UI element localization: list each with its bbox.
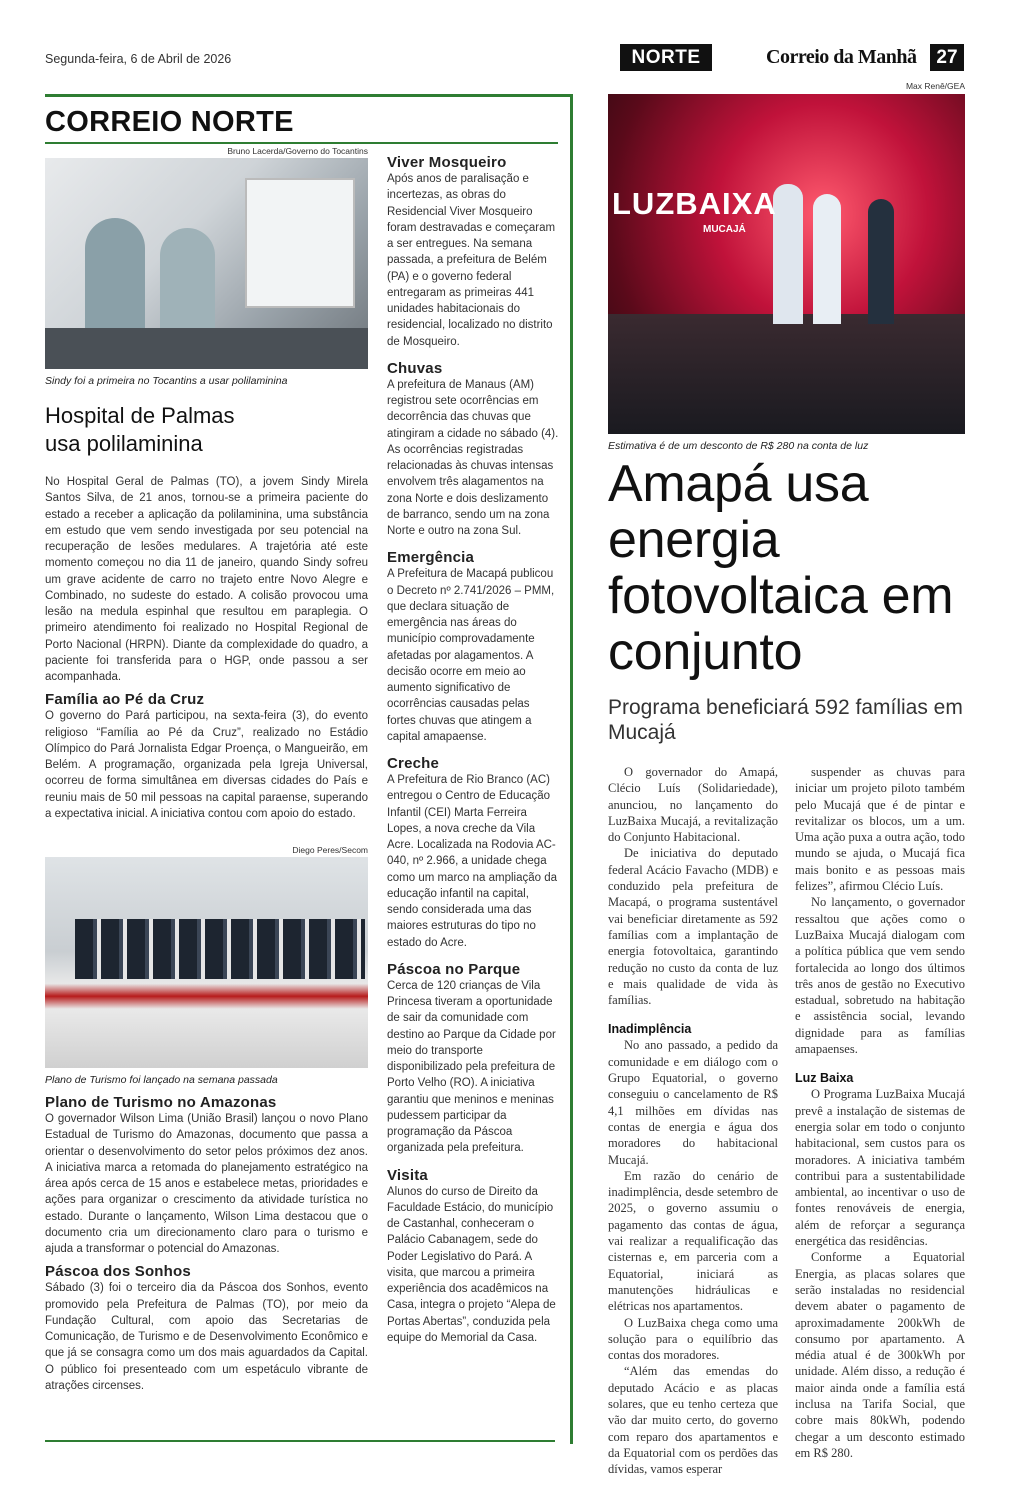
main-headline: Amapá usa energia fotovoltaica em conjunto <box>608 455 954 681</box>
article-paragraph: O LuzBaixa chega como uma solução para o equilíbrio das contas dos moradores. <box>608 1315 778 1363</box>
article-paragraph: O Programa LuzBaixa Mucajá prevê a instalação de sistemas de energia solar em todo o conjunto habitacional, sem custos para os moradores. A iniciativa também contribui para a sustentabilidade ambiental, ao incentivar o uso de fontes renováveis de energia, além de reforçar a segurança energética das residências. <box>795 1087 965 1249</box>
main-subhead: Programa beneficiará 592 famílias em Mucajá <box>608 696 963 744</box>
section-border-bottom <box>45 1440 555 1442</box>
story-title: Hospital de Palmas usa polilaminina <box>45 403 235 456</box>
brief-body: Cerca de 120 crianças de Vila Princesa tiveram a oportunidade de sair da comunidade com destino ao Parque da Cidade por meio do transporte disponibilizado pela prefeitura de Porto Velho (RO). A iniciativa garantiu que meninos e meninas pudessem participar da programação da Páscoa organizada pela prefeitura. <box>387 979 556 1155</box>
story-body: Sábado (3) foi o terceiro dia da Páscoa dos Sonhos, evento promovido pela Prefeitura de Palmas (TO), por meio da Fundação Cultural, com apoio das Secretarias de Comunicação, de Turismo e de Desenvolvimento Econômico e que já se consagra como um dos mais aguardados da Capital. O público foi presenteado com um espetáculo vibrante de atrações circenses. <box>45 1282 368 1392</box>
article-paragraph: No lançamento, o governador ressaltou que ações como o LuzBaixa Mucajá dialogam com a política pública que vem sendo fortalecida ao longo dos últimos três anos de gestão no Executivo estadual, sobretudo na habitação e assistência social, levando dignidade para as famílias amapaenses. <box>795 895 965 1057</box>
brief-title: Páscoa no Parque <box>387 960 521 978</box>
issue-date: Segunda-feira, 6 de Abril de 2026 <box>45 52 232 66</box>
story-body: O governador Wilson Lima (União Brasil) lançou o novo Plano Estadual de Turismo do Amazonas, documento que passa a orientar o desenvolvimento do setor pelos próximos dez anos. A iniciativa marca a retomada do planejamento estratégico na área após cerca de 15 anos e estabelece metas, prioridades e ações para organizar o crescimento da atividade turística no estado. Durante o lançamento, Wilson Lima destacou que o documento cria um direcionamento claro para o turismo e ajuda a transformar o potencial do Amazonas. <box>45 1113 368 1255</box>
left-column <box>45 402 368 822</box>
banner-subtext: MUCAJÁ <box>703 224 746 235</box>
event-photo <box>608 94 965 434</box>
article-paragraph: O governador do Amapá, Clécio Luís (Solidariedade), anunciou, no lançamento do LuzBaixa Mucajá, a revitalização do Conjunto Habitacional. <box>608 765 778 845</box>
article-column-1 <box>608 764 778 1477</box>
article-paragraph: Em razão do cenário de inadimplência, desde setembro de 2025, o governo assumiu o pagamento das contas de água, vai realizar a requalificação das cisternas e, em parceria com a Equatorial, iniciará as manutenções hidráulicas e elétricas nos apartamentos. <box>608 1168 778 1314</box>
section-border-right <box>570 94 573 1444</box>
subsection-title: Inadimplência <box>608 1022 692 1037</box>
left-column-lower <box>45 1094 368 1394</box>
brief-body: Alunos do curso de Direito da Faculdade Estácio, do município de Castanhal, conheceram o Palácio Cabanagem, sede do Poder Legislativo do Pará. A visita, que marcou a primeira experiência dos acadêmicos na Casa, integra o projeto “Alepa de Portas Abertas”, conduzida pela equipe do Memorial da Casa. <box>387 1185 556 1344</box>
brief-body: A Prefeitura de Rio Branco (AC) entregou o Centro de Educação Infantil (CEI) Marta Ferreira Lopes, a nova creche da Vila Acre. Localizada na Rodovia AC-040, nº 2.966, a unidade chega como um marco na ampliação da educação infantil na capital, sendo considerada uma das maiores estruturas do tipo no estado do Acre. <box>387 774 558 949</box>
brief-title: Creche <box>387 755 440 772</box>
photo-credit: Bruno Lacerda/Governo do Tocantins <box>227 146 368 156</box>
brief-title: Viver Mosqueiro <box>387 154 507 171</box>
photo-credit: Max Renê/GEA <box>905 81 965 91</box>
briefs-column <box>387 154 559 1346</box>
story-title: Páscoa dos Sonhos <box>45 1263 191 1281</box>
section-title: CORREIO NORTE <box>45 106 294 138</box>
hospital-photo <box>45 158 368 369</box>
story-title: Família ao Pé da Cruz <box>45 691 205 709</box>
section-tag: NORTE <box>620 44 712 71</box>
article-paragraph: Conforme a Equatorial Energia, as placas solares que serão instaladas no residencial devem abater o pagamento de aproximadamente 200kWh de consumo por apartamento. A média atual é de 300kWh por unidade. Além disso, a redução é maior ainda onde a família está inclusa na Tarifa Social, que cobre mais 80kWh, podendo chegar a um desconto estimado em R$ 280. <box>795 1250 965 1460</box>
article-paragraph: De iniciativa do deputado federal Acácio Favacho (MDB) e conduzido pela prefeitura de Macapá, o programa sustentável vai beneficiar diretamente as 592 famílias com a implantação de energia fotovoltaica, garantindo redução no custo da conta de luz e mais qualidade de vida às famílias. <box>608 846 778 1008</box>
masthead-logo: Correio da Manhã <box>766 46 917 68</box>
photo-caption: Sindy foi a primeira no Tocantins a usar polilaminina <box>45 375 288 387</box>
article-paragraph: No ano passado, a pedido da comunidade e em diálogo com o Grupo Equatorial, o governo conseguiu o cancelamento de R$ 4,1 milhões em dívidas nas contas de energia e água dos moradores do habitacional Mucajá. <box>608 1038 778 1167</box>
photo-caption: Plano de Turismo foi lançado na semana passada <box>45 1074 278 1086</box>
section-border-top <box>45 94 573 97</box>
brief-title: Visita <box>387 1166 428 1184</box>
story-body: O governo do Pará participou, na sexta-feira (3), do evento religioso “Família ao Pé da Cruz”, realizado no Estádio Olímpico do Pará Jornalista Edgar Proença, o Mangueirão, em Belém. A programação, organizada pela Igreja Universal, ocorreu de forma simultânea em diversas cidades do País e reuniu mais de 50 mil pessoas na capital paraense, superando a expectativa inicial. A iniciativa contou com apoio do estado. <box>45 710 368 820</box>
article-paragraph: “Além das emendas do deputado Acácio e as placas solares, que eu tenho certeza que vão dar muito certo, do governo com reparo dos apartamentos e da Equatorial com os perdões das dívidas, vamos esperar <box>608 1364 778 1477</box>
subsection-title: Luz Baixa <box>795 1071 854 1086</box>
banner-text: LUZBAIXA <box>612 186 777 221</box>
brief-body: Após anos de paralisação e incertezas, as obras do Residencial Viver Mosqueiro foram destravadas e começaram a ser entregues. Na semana passada, a prefeitura de Belém (PA) e o governo federal entregaram as primeiras 441 unidades habitacionais do residencial, localizado no distrito de Mosqueiro. <box>387 173 556 348</box>
section-title-rule <box>45 142 558 144</box>
photo-credit: Diego Peres/Secom <box>292 845 368 855</box>
story-body: No Hospital Geral de Palmas (TO), a jovem Sindy Mirela Santos Silva, de 21 anos, tornou-se a primeira paciente do estado a receber a aplicação da polilaminina, uma substância em estudo que vem sendo investigada por seu potencial na recuperação de lesões medulares. A trajetória até este momento começou no dia 11 de janeiro, quando Sindy sofreu um grave acidente de carro no trajeto entre Novo Alegre e Combinado, no sudeste do estado. A colisão provocou uma lesão na medula espinhal que resultou em paraplegia. O primeiro atendimento foi realizado no Hospital Regional de Porto Nacional (HRPN). Diante da complexidade do quadro, a paciente foi transferida para o HGP, onde passou a ser acompanhada. <box>45 476 368 683</box>
page-number: 27 <box>930 44 964 71</box>
article-column-2 <box>795 764 965 1461</box>
tourism-plan-photo <box>45 857 368 1068</box>
article-paragraph: suspender as chuvas para iniciar um projeto piloto também pelo Mucajá que é de pintar e revitalizar os blocos, um a um. Uma ação puxa a outra ação, todo mundo se ajuda, o Mucajá fica mais bonito e as pessoas mais felizes”, afirmou Clécio Luís. <box>795 765 965 894</box>
brief-title: Emergência <box>387 549 475 567</box>
brief-body: A prefeitura de Manaus (AM) registrou sete ocorrências em decorrência das chuvas que atingiram a cidade no sábado (4). As ocorrências registradas relacionadas às chuvas intensas envolvem três alagamentos na zona Norte e dois deslizamento de barranco, sendo um na zona Norte e outro na zona Sul. <box>387 378 559 537</box>
photo-caption: Estimativa é de um desconto de R$ 280 na conta de luz <box>608 440 869 452</box>
brief-title: Chuvas <box>387 359 443 377</box>
brief-body: A Prefeitura de Macapá publicou o Decreto nº 2.741/2026 – PMM, que declara situação de emergência nas áreas do município comprovadamente afetadas por alagamentos. A decisão ocorre em meio ao aumento significativo de ocorrências causadas pelas fortes chuvas que atingem a capital amapaense. <box>387 568 555 743</box>
story-title: Plano de Turismo no Amazonas <box>45 1094 277 1111</box>
